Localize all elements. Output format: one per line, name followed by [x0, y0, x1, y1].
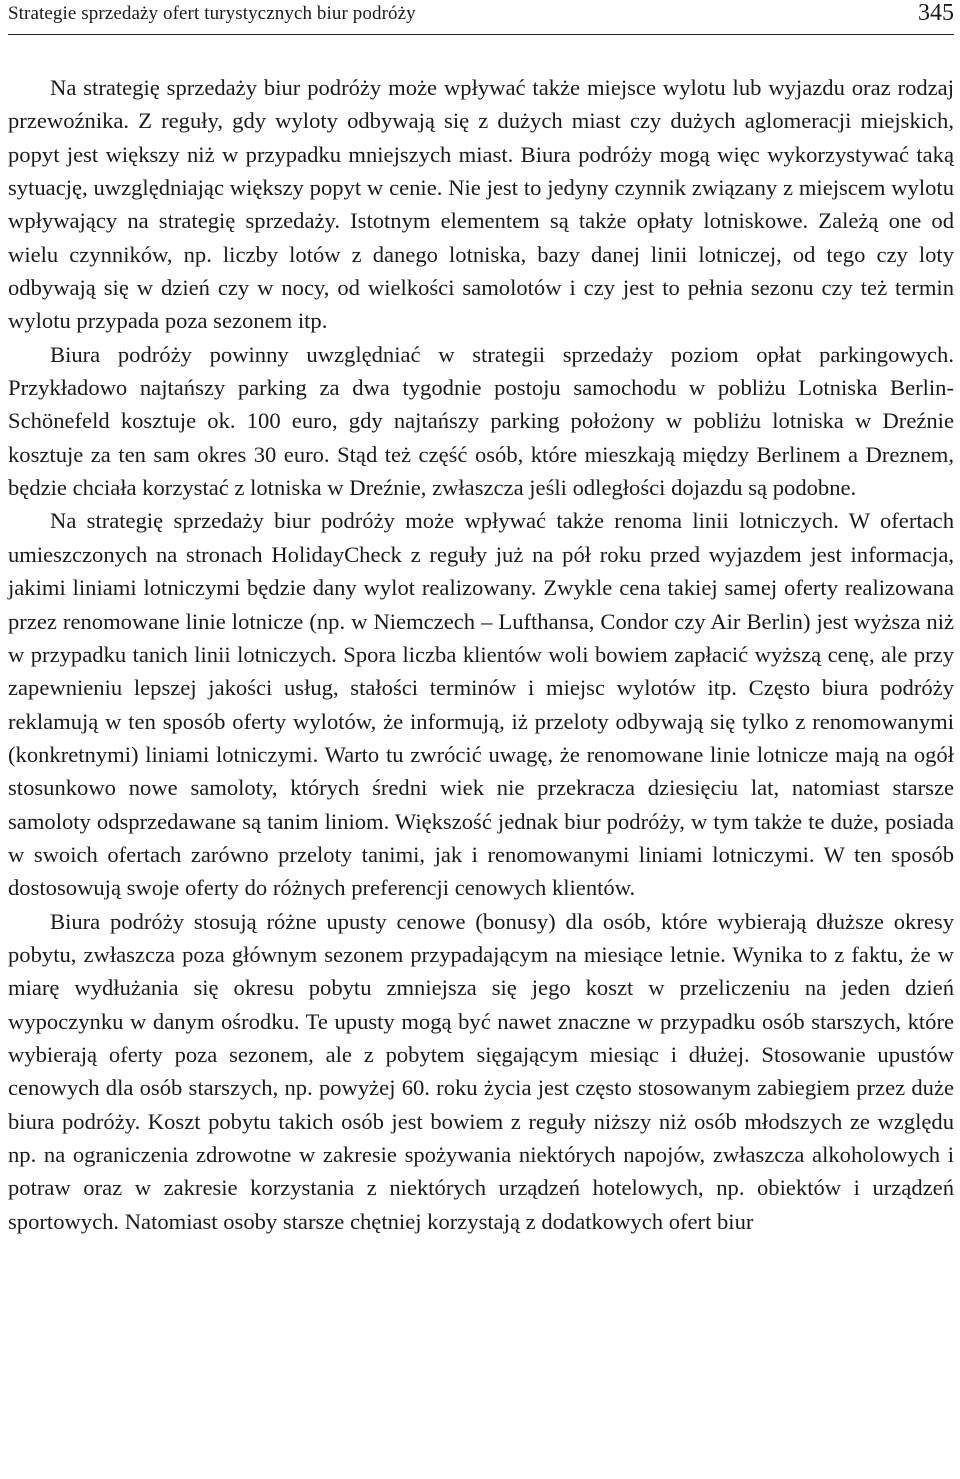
paragraph: Biura podróży powinny uwzględniać w strategii sprzedaży poziom opłat parkingowych. Przykładowo najtańszy parking za dwa tygodnie postoju samochodu w pobliżu Lotniska Berlin-Schönefeld kosztuje ok. 100 euro, gdy najtańszy parking położony w pobliżu lotniska w Dreźnie kosztuje za ten sam okres 30 euro. Stąd też część osób, które mieszkają między Berlinem a Dreznem, będzie chciała korzystać z lotniska w Dreźnie, zwłaszcza jeśli odległości dojazdu są podobne. — [8, 341, 954, 501]
page-number: 345 — [918, 0, 954, 26]
running-header — [8, 0, 954, 35]
paragraph: Na strategię sprzedaży biur podróży może wpływać także renoma linii lotniczych. W ofertach umieszczonych na stronach HolidayCheck z reguły już na pół roku przed wyjazdem jest informacja, jakimi liniami lotniczymi będzie dany wylot realizowany. Zwykle cena takiej samej oferty realizowana przez renomowane linie lotnicze (np. w Niemczech – Lufthansa, Condor czy Air Berlin) jest wyższa niż w przypadku tanich linii lotniczych. Spora liczba klientów woli bowiem zapłacić wyższą cenę, ale przy zapewnieniu lepszej jakości usług, stałości terminów i miejsc wylotów itp. Często biura podróży reklamują w ten sposób oferty wylotów, że informują, iż przeloty odbywają się tylko z renomowanymi (konkretnymi) liniami lotniczymi. Warto tu zwrócić uwagę, że renomowane linie lotnicze mają na ogół stosunkowo nowe samoloty, których średni wiek nie przekracza dziesięciu lat, natomiast starsze samoloty odsprzedawane są tanim liniom. Większość jednak biur podróży, w tym także te duże, posiada w swoich ofertach zarówno przeloty tanimi, jak i renomowanymi liniami lotniczymi. W ten sposób dostosowują swoje oferty do różnych preferencji cenowych klientów. — [8, 508, 954, 901]
running-header-title: Strategie sprzedaży ofert turystycznych biur podróży — [8, 3, 416, 24]
document-page — [8, 0, 954, 1479]
paragraph: Na strategię sprzedaży biur podróży może wpływać także miejsce wylotu lub wyjazdu oraz rodzaj przewoźnika. Z reguły, gdy wyloty odbywają się z dużych miast czy dużych aglomeracji miejskich, popyt jest większy niż w przypadku mniejszych miast. Biura podróży mogą więc wykorzystywać taką sytuację, uwzględniając większy popyt w cenie. Nie jest to jedyny czynnik związany z miejscem wylotu wpływający na strategię sprzedaży. Istotnym elementem są także opłaty lotniskowe. Zależą one od wielu czynników, np. liczby lotów z danego lotniska, bazy danej linii lotniczej, od tego czy loty odbywają się w dzień czy w nocy, od wielkości samolotów i czy jest to pełnia sezonu czy też termin wylotu przypada poza sezonem itp. — [8, 75, 954, 334]
body-text — [8, 71, 954, 1238]
paragraph: Biura podróży stosują różne upusty cenowe (bonusy) dla osób, które wybierają dłuższe okresy pobytu, zwłaszcza poza głównym sezonem przypadającym na miesiące letnie. Wynika to z faktu, że w miarę wydłużania się okresu pobytu zmniejsza się jego koszt w przeliczeniu na jeden dzień wypoczynku w danym ośrodku. Te upusty mogą być nawet znaczne w przypadku osób starszych, które wybierają oferty poza sezonem, ale z pobytem sięgającym miesiąc i dłużej. Stosowanie upustów cenowych dla osób starszych, np. powyżej 60. roku życia jest często stosowanym zabiegiem przez duże biura podróży. Koszt pobytu takich osób jest bowiem z reguły niższy niż osób młodszych ze względu np. na ograniczenia zdrowotne w zakresie spożywania niektórych napojów, zwłaszcza alkoholowych i potraw oraz w zakresie korzystania z niektórych urządzeń hotelowych, np. obiektów i urządzeń sportowych. Natomiast osoby starsze chętniej korzystają z dodatkowych ofert biur — [8, 908, 954, 1234]
